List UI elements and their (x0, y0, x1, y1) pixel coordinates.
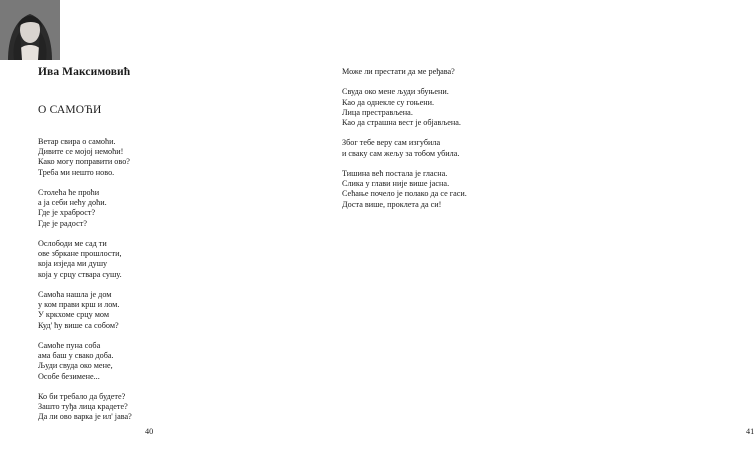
poem-line: Ко би требало да будете? (38, 392, 126, 401)
poem-line: Особе безимене... (38, 371, 100, 381)
poem-line: Доста више, проклета да си! (342, 199, 442, 209)
poem-line: Столећа ће проћи (38, 188, 100, 197)
poem-line: Сећање почело је полако да се гаси. (342, 189, 467, 199)
stanza (38, 290, 132, 331)
poem-line: а ја себи нећу доћи. (38, 198, 107, 208)
poem-line: Треба ми нешто ново. (38, 167, 115, 177)
poem-line: Дивите се мојој немоћи! (38, 147, 124, 157)
poem-line: Људи свуда око мене, (38, 361, 113, 371)
poem-line: Зашто туђа лица крадете? (38, 402, 128, 412)
poem-line: Самоће пуна соба (38, 341, 101, 350)
author-photo (0, 0, 60, 60)
portrait-icon (0, 0, 60, 60)
stanza (38, 341, 132, 382)
poem-line: Свуда око мене људи збуњени. (342, 87, 449, 97)
poem-line: Где је радост? (38, 218, 87, 228)
stanza (38, 137, 132, 178)
poem-line: Како могу поправити ово? (38, 157, 130, 167)
poem-line: и сваку сам жељу за тобом убила. (342, 148, 460, 158)
stanza (342, 67, 467, 77)
stanza (342, 87, 467, 128)
stanza (342, 138, 467, 158)
stanza (38, 239, 132, 280)
poem-line: Самоћа нашла је дом (38, 290, 112, 299)
poem-line: Слика у глави није више јасна. (342, 179, 450, 189)
poem-line: Може ли престати да ме ређава? (342, 67, 455, 76)
poem-line: Ослободи ме сад ти (38, 239, 107, 248)
poem-line: Да ли ово варка је ил' јава? (38, 412, 132, 422)
stanza (38, 392, 132, 423)
stanza (342, 169, 467, 210)
page-number: 41 (746, 427, 754, 436)
poem-title: О САМОЋИ (38, 104, 102, 116)
right-page (300, 0, 754, 466)
poem-line: која у срцу ствара сушу. (38, 269, 122, 279)
author-name: Ива Максимовић (38, 66, 131, 78)
poem-line: У кркхоме срцу мом (38, 310, 110, 320)
poem-line: Куд' ћу више са собом? (38, 320, 119, 330)
poem-line: Лица престрављена. (342, 107, 413, 117)
poem-line: ове збркане прошлости, (38, 249, 122, 259)
poem-line: Као да страшна вест је објављена. (342, 118, 461, 127)
page-number: 40 (145, 427, 154, 436)
left-page (0, 0, 300, 466)
poem-line: Због тебе веру сам изгубила (342, 138, 441, 148)
poem-line: која изједа ми душу (38, 259, 108, 269)
poem-line: Као да однекле су гоњени. (342, 97, 435, 107)
poem-line: Где је храброст? (38, 208, 96, 218)
poem-text-right (342, 67, 467, 220)
poem-text-left (38, 137, 132, 433)
poem-line: у ком прави крш и лом. (38, 300, 120, 310)
poem-line: ама баш у свако доба. (38, 351, 114, 361)
poem-line: Тишина већ постала је гласна. (342, 168, 448, 178)
poem-line: Ветар свира о самоћи. (38, 137, 116, 146)
stanza (38, 188, 132, 229)
